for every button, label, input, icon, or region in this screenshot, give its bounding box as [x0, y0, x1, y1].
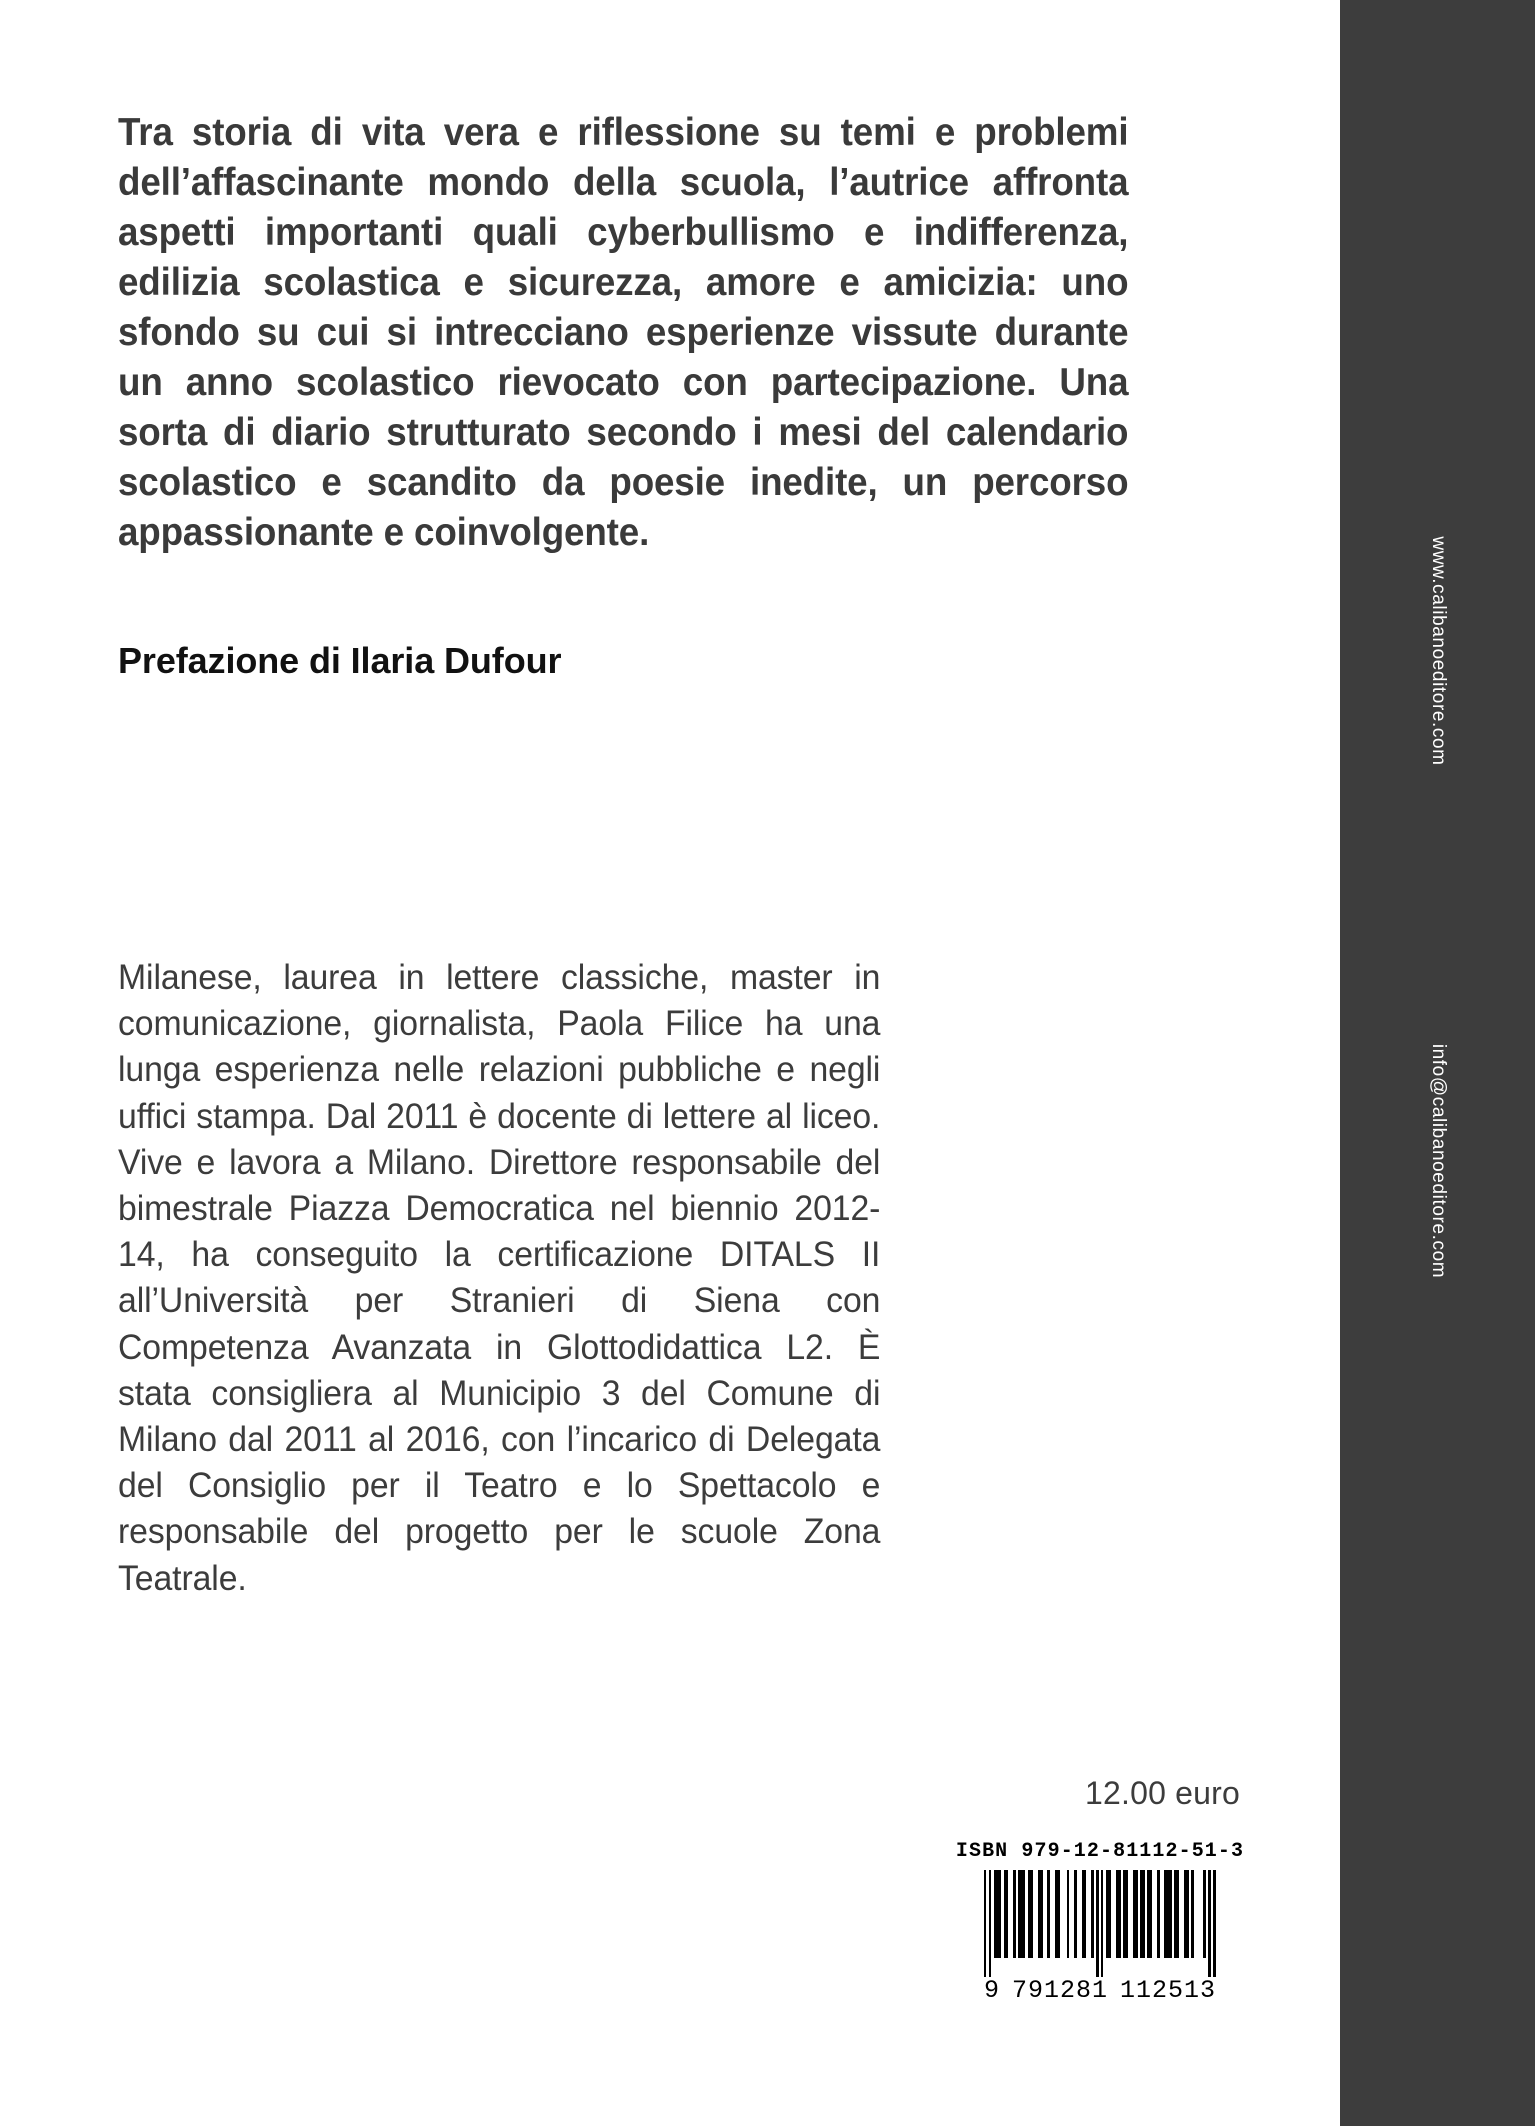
barcode-digits — [984, 1977, 1216, 2005]
ean13-barcode — [984, 1870, 1216, 2005]
preface-credit: Prefazione di Ilaria Dufour — [118, 640, 562, 681]
barcode-block — [955, 1840, 1245, 2005]
publisher-email[interactable]: info@calibanoeditore.com — [1427, 1043, 1449, 1279]
book-blurb: Tra storia di vita vera e riflessione su temi e problemi dell’affascinante mondo della scuola, l’autrice affronta aspetti importanti quali cyberbullismo e indifferenza, edilizia scolastica e sicurezza, amore e amicizia: uno sfondo su cui si intrecciano esperienze vissute durante un anno scolastico rievocato con partecipazione. Una sorta di diario strutturato secondo i mesi del calendario scolastico e scandito da poesie inedite, un percorso appassionante e coinvolgente. — [118, 111, 1129, 554]
publisher-side-strip — [1340, 0, 1535, 2126]
isbn-label: ISBN 979-12-81112-51-3 — [955, 1840, 1245, 1863]
cover-content — [118, 0, 1245, 2126]
barcode-digit-group-1: 791281 — [1011, 1976, 1108, 2005]
barcode-bars — [984, 1870, 1216, 1985]
author-biography: Milanese, laurea in lettere classiche, master in comunicazione, giornalista, Paola Filice ha una lunga esperienza nelle relazioni pubbliche e negli uffici stampa. Dal 2011 è docente di lettere al liceo. Vive e lavora a Milano. Direttore responsabile del bimestrale Piazza Democratica nel biennio 2012-14, ha conseguito la certificazione DITALS II all’Università per Stranieri di Siena con Competenza Avanzata in Glottodidattica L2. È stata consigliera al Municipio 3 del Comune di Milano dal 2011 al 2016, con l’incarico di Delegata del Consiglio per il Teatro e lo Spettacolo e responsabile del progetto per le scuole Zona Teatrale. — [118, 958, 881, 1598]
barcode-digit-group-2: 112513 — [1119, 1976, 1216, 2005]
barcode-digit-lead: 9 — [984, 1976, 1001, 2005]
price-label: 12.00 euro — [1084, 1775, 1240, 1811]
publisher-website[interactable]: www.calibanoeditore.com — [1427, 536, 1449, 766]
